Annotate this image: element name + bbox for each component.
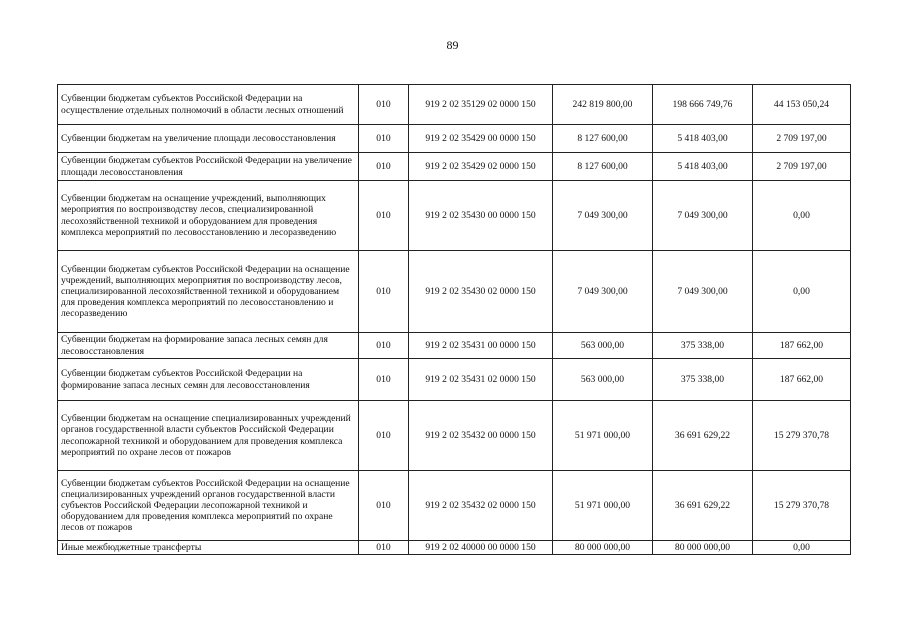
row-amount-approved: 563 000,00 — [553, 333, 653, 359]
row-description: Иные межбюджетные трансферты — [58, 541, 359, 555]
row-code: 010 — [359, 333, 409, 359]
row-description: Субвенции бюджетам субъектов Российской Федерации на оснащение учреждений, выполняющих мероприятия по воспроизводству лесов, специализированной лесохозяйственной техникой и оборудованием для проведения комплекса мероприятий по лесовосстановлению и лесоразведению — [58, 251, 359, 333]
row-amount-remaining: 15 279 370,78 — [753, 401, 851, 471]
row-amount-executed: 375 338,00 — [653, 333, 753, 359]
row-description: Субвенции бюджетам субъектов Российской Федерации на формирование запаса лесных семян для лесовосстановления — [58, 359, 359, 401]
row-amount-approved: 80 000 000,00 — [553, 541, 653, 555]
table-row — [58, 541, 851, 555]
row-budget-classification-code: 919 2 02 40000 00 0000 150 — [409, 541, 553, 555]
row-amount-approved: 8 127 600,00 — [553, 153, 653, 181]
row-code: 010 — [359, 125, 409, 153]
row-amount-approved: 242 819 800,00 — [553, 85, 653, 125]
table-row — [58, 333, 851, 359]
row-code: 010 — [359, 541, 409, 555]
row-budget-classification-code: 919 2 02 35431 00 0000 150 — [409, 333, 553, 359]
row-amount-remaining: 0,00 — [753, 181, 851, 251]
row-budget-classification-code: 919 2 02 35432 02 0000 150 — [409, 471, 553, 541]
row-code: 010 — [359, 181, 409, 251]
row-amount-executed: 7 049 300,00 — [653, 251, 753, 333]
row-amount-remaining: 44 153 050,24 — [753, 85, 851, 125]
row-amount-approved: 563 000,00 — [553, 359, 653, 401]
page-number: 89 — [446, 38, 459, 52]
row-budget-classification-code: 919 2 02 35430 00 0000 150 — [409, 181, 553, 251]
row-amount-approved: 51 971 000,00 — [553, 401, 653, 471]
row-amount-remaining: 187 662,00 — [753, 333, 851, 359]
table-row — [58, 471, 851, 541]
row-description: Субвенции бюджетам на оснащение учреждений, выполняющих мероприятия по воспроизводству лесов, специализированной лесохозяйственной техникой и оборудованием для проведения комплекса мероприятий по лесовосстановлению и лесоразведению — [58, 181, 359, 251]
row-description: Субвенции бюджетам субъектов Российской Федерации на увеличение площади лесовосстановления — [58, 153, 359, 181]
row-amount-executed: 36 691 629,22 — [653, 401, 753, 471]
row-code: 010 — [359, 251, 409, 333]
row-amount-executed: 36 691 629,22 — [653, 471, 753, 541]
row-budget-classification-code: 919 2 02 35429 00 0000 150 — [409, 125, 553, 153]
row-description: Субвенции бюджетам на формирование запаса лесных семян для лесовосстановления — [58, 333, 359, 359]
row-amount-executed: 5 418 403,00 — [653, 125, 753, 153]
row-amount-approved: 51 971 000,00 — [553, 471, 653, 541]
row-amount-executed: 80 000 000,00 — [653, 541, 753, 555]
row-code: 010 — [359, 471, 409, 541]
row-budget-classification-code: 919 2 02 35430 02 0000 150 — [409, 251, 553, 333]
row-budget-classification-code: 919 2 02 35429 02 0000 150 — [409, 153, 553, 181]
row-code: 010 — [359, 153, 409, 181]
row-amount-executed: 198 666 749,76 — [653, 85, 753, 125]
row-amount-remaining: 15 279 370,78 — [753, 471, 851, 541]
row-amount-remaining: 2 709 197,00 — [753, 153, 851, 181]
table-row — [58, 251, 851, 333]
row-amount-remaining: 0,00 — [753, 541, 851, 555]
row-description: Субвенции бюджетам на оснащение специализированных учреждений органов государственной власти субъектов Российской Федерации лесопожарной техникой и оборудованием для проведения комплекса мероприятий по охране лесов от пожаров — [58, 401, 359, 471]
budget-table — [57, 84, 851, 555]
table-row — [58, 153, 851, 181]
row-code: 010 — [359, 401, 409, 471]
row-amount-approved: 7 049 300,00 — [553, 181, 653, 251]
table-row — [58, 359, 851, 401]
row-amount-executed: 7 049 300,00 — [653, 181, 753, 251]
row-amount-executed: 375 338,00 — [653, 359, 753, 401]
row-code: 010 — [359, 359, 409, 401]
table-row — [58, 401, 851, 471]
row-budget-classification-code: 919 2 02 35432 00 0000 150 — [409, 401, 553, 471]
row-amount-remaining: 2 709 197,00 — [753, 125, 851, 153]
row-budget-classification-code: 919 2 02 35431 02 0000 150 — [409, 359, 553, 401]
row-amount-executed: 5 418 403,00 — [653, 153, 753, 181]
table-row — [58, 181, 851, 251]
table-row — [58, 125, 851, 153]
row-amount-remaining: 0,00 — [753, 251, 851, 333]
table-row — [58, 85, 851, 125]
row-description: Субвенции бюджетам на увеличение площади лесовосстановления — [58, 125, 359, 153]
row-amount-remaining: 187 662,00 — [753, 359, 851, 401]
row-code: 010 — [359, 85, 409, 125]
row-description: Субвенции бюджетам субъектов Российской Федерации на оснащение специализированных учреждений органов государственной власти субъектов Российской Федерации лесопожарной техникой и оборудованием для проведения комплекса мероприятий по охране лесов от пожаров — [58, 471, 359, 541]
row-amount-approved: 8 127 600,00 — [553, 125, 653, 153]
row-amount-approved: 7 049 300,00 — [553, 251, 653, 333]
row-budget-classification-code: 919 2 02 35129 02 0000 150 — [409, 85, 553, 125]
row-description: Субвенции бюджетам субъектов Российской Федерации на осуществление отдельных полномочий в области лесных отношений — [58, 85, 359, 125]
